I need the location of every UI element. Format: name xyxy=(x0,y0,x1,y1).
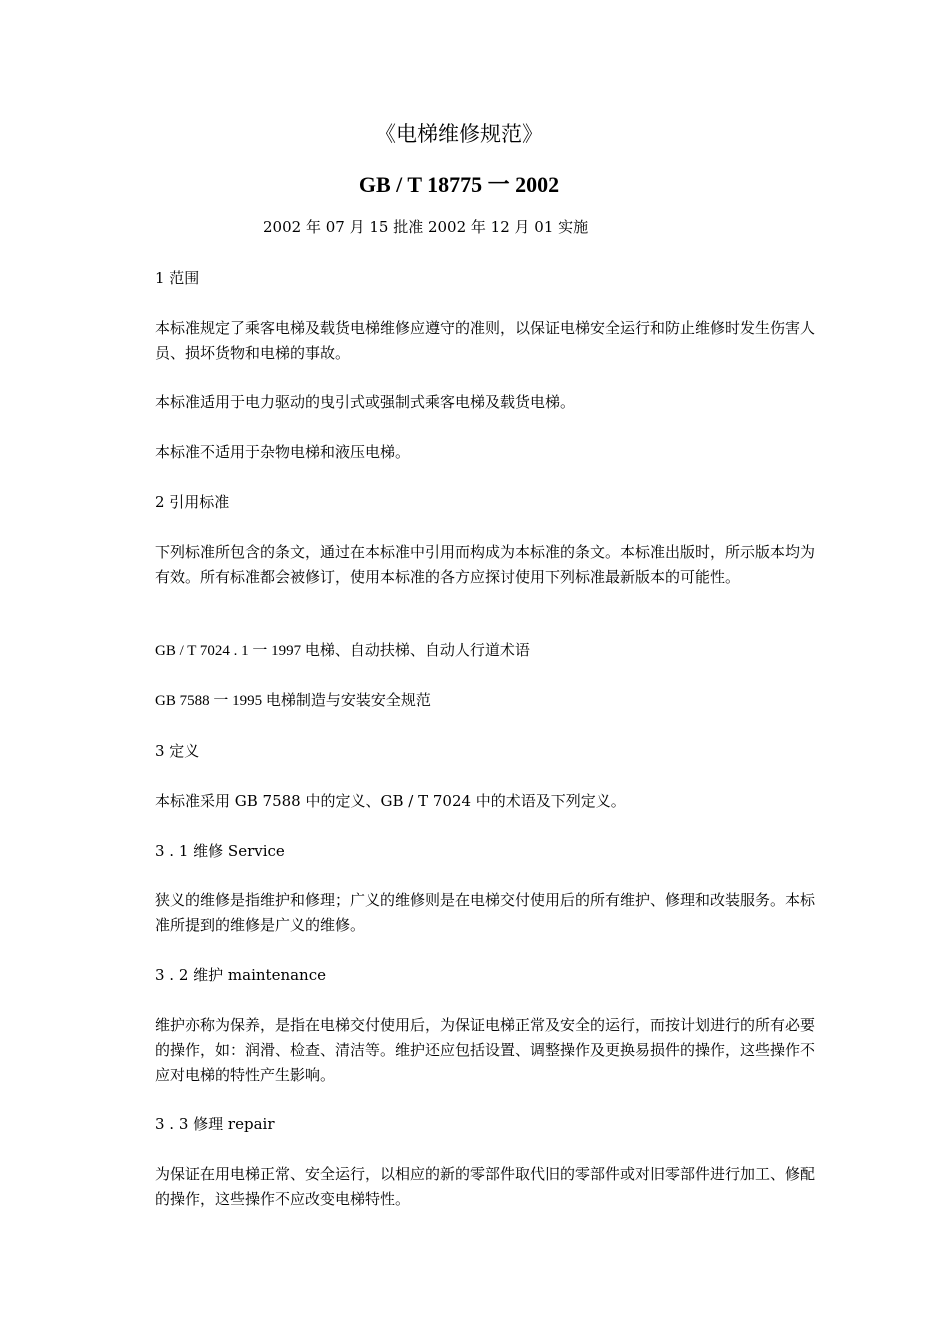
paragraph-scope-3: 本标准不适用于杂物电梯和液压电梯。 xyxy=(155,443,411,461)
paragraph-scope-2: 本标准适用于电力驱动的曳引式或强制式乘客电梯及载货电梯。 xyxy=(155,393,576,411)
subsection-heading-maintenance: 3 . 2 维护 maintenance xyxy=(155,966,326,984)
reference-item-7024: GB / T 7024 . 1 一 1997 电梯、自动扶梯、自动人行道术语 xyxy=(155,643,530,659)
paragraph-repair: 为保证在用电梯正常、安全运行，以相应的新的零部件取代旧的零部件或对旧零部件进行加工、修配的操作，这些操作不应改变电梯特性。 xyxy=(155,1165,816,1208)
section-heading-references: 2 引用标准 xyxy=(155,493,230,511)
subsection-heading-repair: 3 . 3 修理 repair xyxy=(155,1115,275,1133)
section-heading-scope: 1 范围 xyxy=(155,269,200,287)
reference-item-7588: GB 7588 一 1995 电梯制造与安装安全规范 xyxy=(155,693,431,709)
paragraph-scope-1: 本标准规定了乘客电梯及载货电梯维修应遵守的准则，以保证电梯安全运行和防止维修时发生伤害人员、损坏货物和电梯的事故。 xyxy=(155,319,816,362)
approval-dates: 2002 年 07 月 15 批准 2002 年 12 月 01 实施 xyxy=(263,218,589,236)
subsection-heading-service: 3 . 1 维修 Service xyxy=(155,842,285,860)
standard-code: GB / T 18775 一 2002 xyxy=(358,172,560,197)
section-heading-definitions: 3 定义 xyxy=(155,742,200,760)
document-title: 《电梯维修规范》 xyxy=(375,122,543,146)
paragraph-definitions-intro: 本标准采用 GB 7588 中的定义、GB / T 7024 中的术语及下列定义。 xyxy=(155,792,626,810)
paragraph-service: 狭义的维修是指维护和修理；广义的维修则是在电梯交付使用后的所有维护、修理和改装服务。本标准所提到的维修是广义的维修。 xyxy=(155,891,816,934)
paragraph-references-intro: 下列标准所包含的条文，通过在本标准中引用而构成为本标准的条文。本标准出版时，所示版本均为有效。所有标准都会被修订，使用本标准的各方应探讨使用下列标准最新版本的可能性。 xyxy=(155,543,816,586)
paragraph-maintenance: 维护亦称为保养，是指在电梯交付使用后，为保证电梯正常及安全的运行，而按计划进行的所有必要的操作，如：润滑、检查、清洁等。维护还应包括设置、调整操作及更换易损件的操作，这些操作不应对电梯的特性产生影响。 xyxy=(155,1016,816,1084)
